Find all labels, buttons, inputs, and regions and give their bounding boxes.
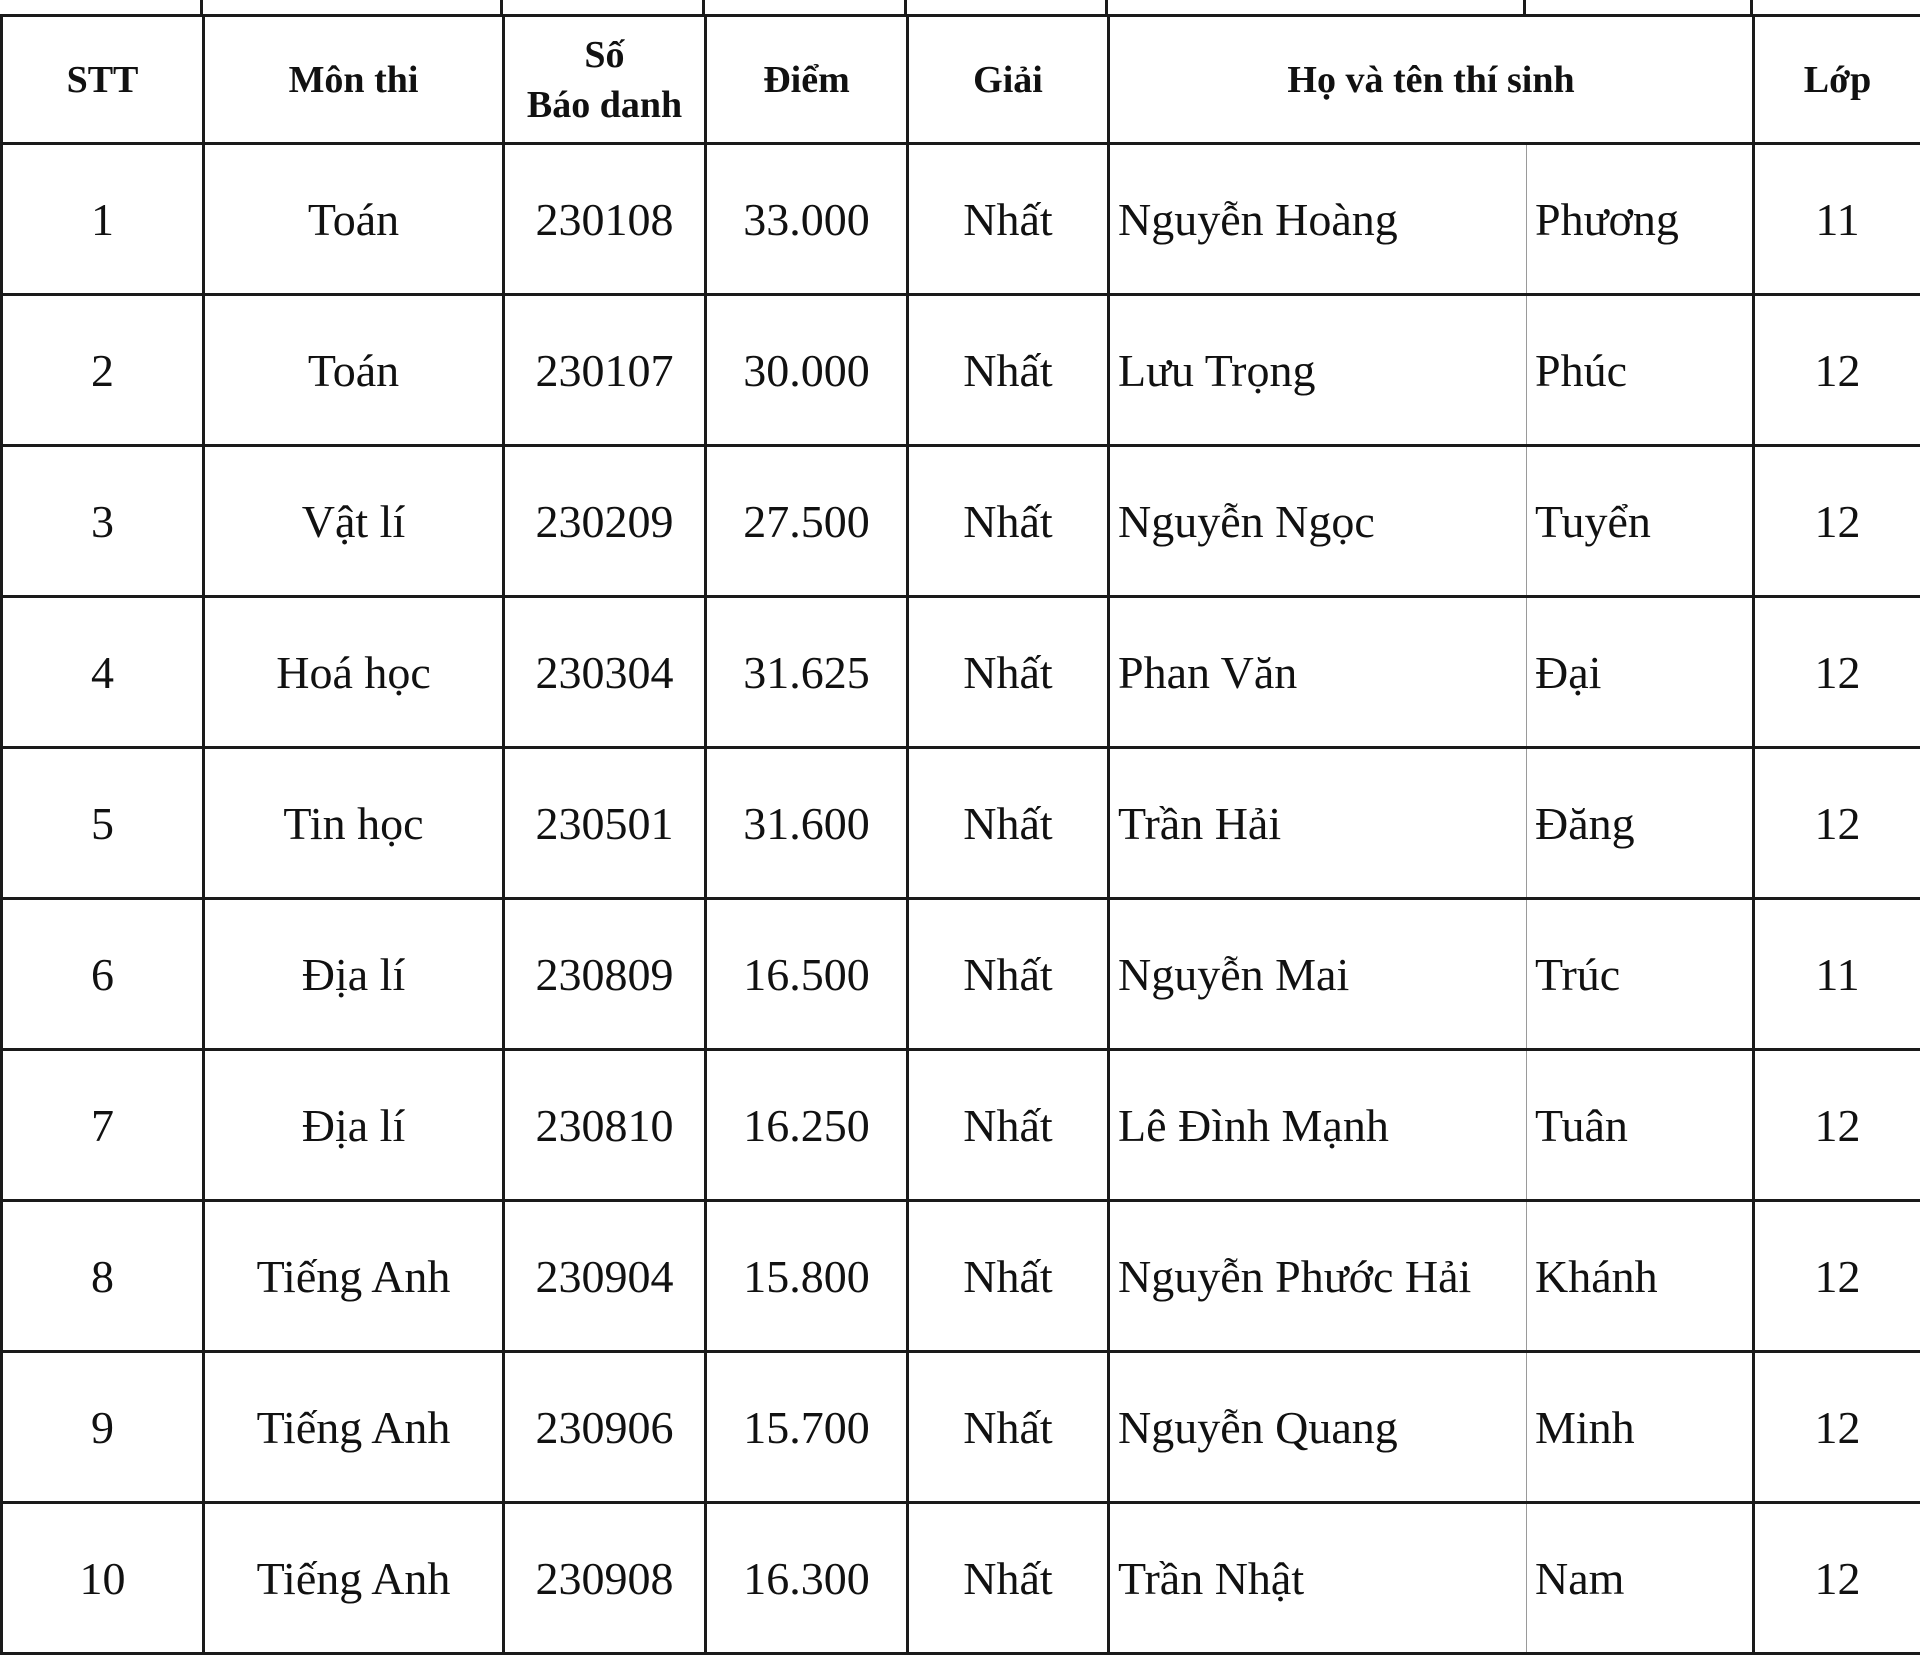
cell-mon-thi: Địa lí (204, 899, 504, 1050)
cell-mon-thi: Toán (204, 295, 504, 446)
cell-diem: 33.000 (706, 144, 908, 295)
cell-so-bao-danh: 230809 (504, 899, 706, 1050)
cell-lop: 11 (1754, 899, 1920, 1050)
cell-giai: Nhất (908, 1352, 1109, 1503)
cell-diem: 27.500 (706, 446, 908, 597)
cell-mon-thi: Địa lí (204, 1050, 504, 1201)
table-row (2, 144, 1920, 295)
cell-diem: 31.600 (706, 748, 908, 899)
table-row (2, 295, 1920, 446)
cell-so-bao-danh: 230304 (504, 597, 706, 748)
cell-stt: 1 (2, 144, 204, 295)
cell-diem: 15.800 (706, 1201, 908, 1352)
cell-giai: Nhất (908, 295, 1109, 446)
top-tick (1523, 0, 1526, 14)
header-so-line1: Số (505, 30, 704, 80)
header-ho-ten: Họ và tên thí sinh (1109, 16, 1754, 144)
cell-so-bao-danh: 230107 (504, 295, 706, 446)
cell-ten: Nam (1527, 1503, 1754, 1654)
cell-ho-dem: Trần Hải (1109, 748, 1527, 899)
cell-mon-thi: Tiếng Anh (204, 1503, 504, 1654)
top-tick (500, 0, 503, 14)
cell-ho-dem: Nguyễn Ngọc (1109, 446, 1527, 597)
cell-so-bao-danh: 230908 (504, 1503, 706, 1654)
cell-ten: Tuyển (1527, 446, 1754, 597)
cell-so-bao-danh: 230501 (504, 748, 706, 899)
cell-giai: Nhất (908, 899, 1109, 1050)
header-row (2, 16, 1920, 144)
cell-mon-thi: Toán (204, 144, 504, 295)
header-lop: Lớp (1754, 16, 1920, 144)
cell-lop: 11 (1754, 144, 1920, 295)
top-tick (200, 0, 203, 14)
cell-ten: Phương (1527, 144, 1754, 295)
cell-diem: 16.300 (706, 1503, 908, 1654)
cell-lop: 12 (1754, 446, 1920, 597)
cell-ho-dem: Phan Văn (1109, 597, 1527, 748)
table-row (2, 1503, 1920, 1654)
cell-mon-thi: Tiếng Anh (204, 1201, 504, 1352)
cell-ten: Đại (1527, 597, 1754, 748)
cell-so-bao-danh: 230906 (504, 1352, 706, 1503)
results-table (0, 14, 1920, 1655)
cell-stt: 9 (2, 1352, 204, 1503)
cell-giai: Nhất (908, 144, 1109, 295)
results-body (2, 144, 1920, 1654)
cell-ho-dem: Nguyễn Quang (1109, 1352, 1527, 1503)
cell-so-bao-danh: 230810 (504, 1050, 706, 1201)
cell-stt: 5 (2, 748, 204, 899)
header-stt: STT (2, 16, 204, 144)
cell-giai: Nhất (908, 597, 1109, 748)
cell-mon-thi: Hoá học (204, 597, 504, 748)
cell-mon-thi: Tiếng Anh (204, 1352, 504, 1503)
cell-ten: Trúc (1527, 899, 1754, 1050)
cell-ten: Tuân (1527, 1050, 1754, 1201)
cell-lop: 12 (1754, 1050, 1920, 1201)
cell-so-bao-danh: 230209 (504, 446, 706, 597)
cell-giai: Nhất (908, 446, 1109, 597)
cell-ho-dem: Lưu Trọng (1109, 295, 1527, 446)
cell-diem: 30.000 (706, 295, 908, 446)
header-so-bao-danh (504, 16, 706, 144)
cell-diem: 16.500 (706, 899, 908, 1050)
cell-ho-dem: Nguyễn Phước Hải (1109, 1201, 1527, 1352)
cell-ten: Khánh (1527, 1201, 1754, 1352)
cell-mon-thi: Tin học (204, 748, 504, 899)
cell-ten: Minh (1527, 1352, 1754, 1503)
cell-stt: 10 (2, 1503, 204, 1654)
cell-stt: 4 (2, 597, 204, 748)
cell-so-bao-danh: 230108 (504, 144, 706, 295)
cell-so-bao-danh: 230904 (504, 1201, 706, 1352)
top-rule (0, 0, 1920, 14)
header-mon-thi: Môn thi (204, 16, 504, 144)
cell-stt: 7 (2, 1050, 204, 1201)
cell-ho-dem: Nguyễn Hoàng (1109, 144, 1527, 295)
cell-stt: 3 (2, 446, 204, 597)
cell-ten: Đăng (1527, 748, 1754, 899)
cell-lop: 12 (1754, 748, 1920, 899)
cell-ho-dem: Nguyễn Mai (1109, 899, 1527, 1050)
cell-giai: Nhất (908, 748, 1109, 899)
header-so-line2: Báo danh (505, 80, 704, 130)
table-row (2, 1050, 1920, 1201)
table-row (2, 748, 1920, 899)
cell-lop: 12 (1754, 1503, 1920, 1654)
cell-diem: 31.625 (706, 597, 908, 748)
cell-stt: 2 (2, 295, 204, 446)
top-tick (904, 0, 907, 14)
table-row (2, 899, 1920, 1050)
header-diem: Điểm (706, 16, 908, 144)
cell-giai: Nhất (908, 1503, 1109, 1654)
cell-lop: 12 (1754, 1201, 1920, 1352)
table-row (2, 597, 1920, 748)
header-giai: Giải (908, 16, 1109, 144)
top-tick (1750, 0, 1753, 14)
table-row (2, 1201, 1920, 1352)
top-tick (1105, 0, 1108, 14)
cell-stt: 6 (2, 899, 204, 1050)
cell-mon-thi: Vật lí (204, 446, 504, 597)
cell-lop: 12 (1754, 597, 1920, 748)
cell-lop: 12 (1754, 1352, 1920, 1503)
cell-ho-dem: Lê Đình Mạnh (1109, 1050, 1527, 1201)
cell-lop: 12 (1754, 295, 1920, 446)
cell-diem: 16.250 (706, 1050, 908, 1201)
cell-ho-dem: Trần Nhật (1109, 1503, 1527, 1654)
table-row (2, 1352, 1920, 1503)
table-row (2, 446, 1920, 597)
top-tick (702, 0, 705, 14)
cell-diem: 15.700 (706, 1352, 908, 1503)
cell-giai: Nhất (908, 1050, 1109, 1201)
cell-stt: 8 (2, 1201, 204, 1352)
cell-giai: Nhất (908, 1201, 1109, 1352)
cell-ten: Phúc (1527, 295, 1754, 446)
